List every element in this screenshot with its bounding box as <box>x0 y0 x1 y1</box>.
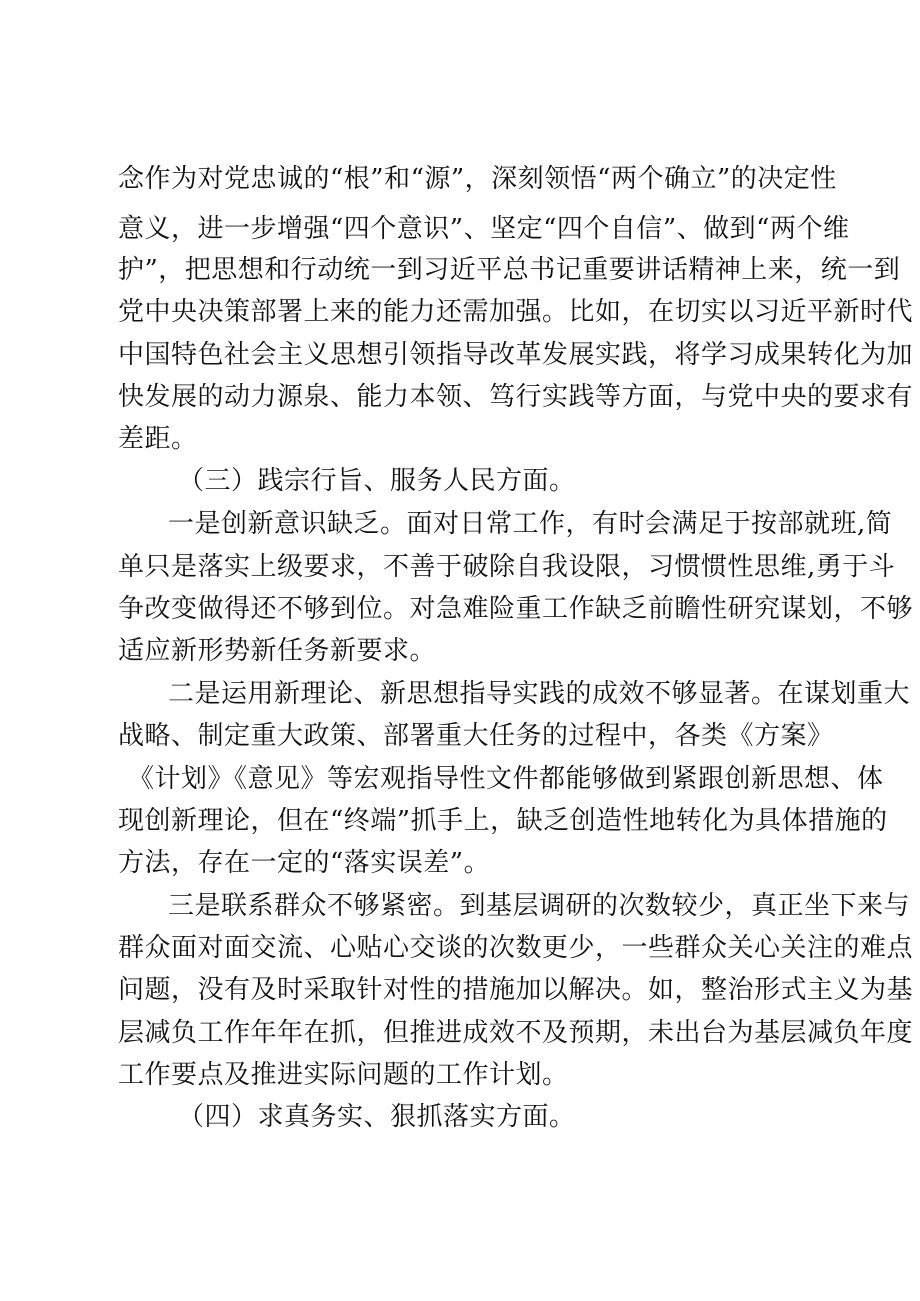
text-line: 意义，进一步增强“四个意识”、坚定“四个自信”、做到“两个维 <box>118 214 850 244</box>
text-line: 《计划》《意见》等宏观指导性文件都能够做到紧跟创新思想、体 <box>128 764 884 794</box>
text-line: 快发展的动力源泉、能力本领、笃行实践等方面，与党中央的要求有 <box>118 382 914 412</box>
text-line: 单只是落实上级要求，不善于破除自我设限，习惯惯性思维,勇于斗 <box>118 552 896 582</box>
text-line: 党中央决策部署上来的能力还需加强。比如，在切实以习近平新时代 <box>118 297 914 327</box>
text-line: 工作要点及推进实际问题的工作计划。 <box>118 1060 569 1090</box>
text-line: 战略、制定重大政策、部署重大任务的过程中，各类《方案》 <box>118 721 834 751</box>
text-line: 问题，没有及时采取针对性的措施加以解决。如，整治形式主义为基 <box>118 975 914 1005</box>
section-heading-three: （三）践宗行旨、服务人民方面。 <box>178 466 576 496</box>
text-line: 念作为对党忠诚的“根”和“源”，深刻领悟“两个确立”的决定性 <box>118 164 837 194</box>
section-heading-four: （四）求真务实、狠抓落实方面。 <box>178 1102 576 1132</box>
paragraph-start: 三是联系群众不够紧密。到基层调研的次数较少，真正坐下来与 <box>168 891 911 921</box>
text-line: 现创新理论，但在“终端”抓手上，缺乏创造性地转化为具体措施的 <box>118 806 888 836</box>
text-line: 差距。 <box>118 424 198 454</box>
text-line: 群众面对面交流、心贴心交谈的次数更少，一些群众关心关注的难点 <box>118 933 914 963</box>
text-line: 方法，存在一定的“落实误差”。 <box>118 848 491 878</box>
text-line: 争改变做得还不够到位。对急难险重工作缺乏前瞻性研究谋划，不够 <box>118 594 914 624</box>
text-line: 中国特色社会主义思想引领指导改革发展实践，将学习成果转化为加 <box>118 340 914 370</box>
paragraph-start: 二是运用新理论、新思想指导实践的成效不够显著。在谋划重大 <box>168 679 911 709</box>
paragraph-start: 一是创新意识缺乏。面对日常工作，有时会满足于按部就班,简 <box>168 509 893 539</box>
text-line: 层减负工作年年在抓，但推进成效不及预期，未出台为基层减负年度 <box>118 1018 914 1048</box>
text-line: 适应新形势新任务新要求。 <box>118 636 437 666</box>
text-line: 护”，把思想和行动统一到习近平总书记重要讲话精神上来，统一到 <box>118 255 901 285</box>
